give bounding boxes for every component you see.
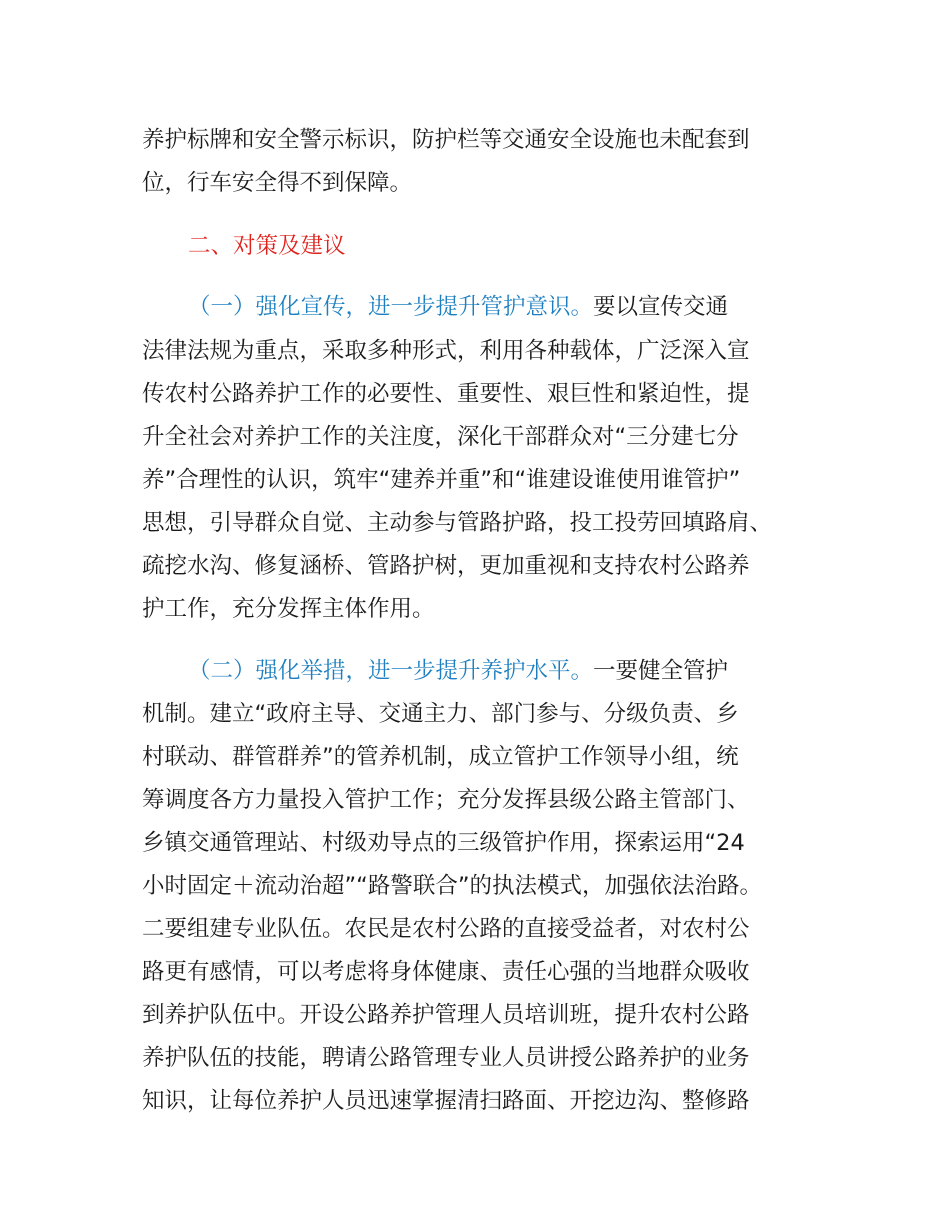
- body-text-line: 法律法规为重点，采取多种形式，利用各种载体，广泛深入宣: [142, 338, 750, 364]
- sub-heading: （二）强化举措，进一步提升养护水平。: [188, 658, 594, 684]
- body-text-line: 思想，引导群众自觉、主动参与管路护路，投工投劳回填路肩、: [142, 510, 773, 536]
- body-text-line: 路更有感情，可以考虑将身体健康、责任心强的当地群众吸收: [142, 959, 750, 985]
- body-text-line: 机制。建立“政府主导、交通主力、部门参与、分级负责、乡: [142, 701, 739, 727]
- sub-heading: （一）强化宣传，进一步提升管护意识。: [188, 294, 594, 320]
- paragraph-first-line: [188, 656, 728, 686]
- body-text-line: 养”合理性的认识，筑牢“建养并重”和“谁建设谁使用谁管护”: [142, 467, 741, 493]
- body-text-line: 位，行车安全得不到保障。: [142, 170, 413, 196]
- body-text-line: 升全社会对养护工作的关注度，深化干部群众对“三分建七分: [142, 424, 739, 450]
- body-text-line: 小时固定＋流动治超”“路警联合”的执法模式，加强依法治路。: [142, 873, 762, 899]
- body-text-line: 疏挖水沟、修复涵桥、管路护树，更加重视和支持农村公路养: [142, 553, 750, 579]
- body-text-line: 知识，让每位养护人员迅速掌握清扫路面、开挖边沟、整修路: [142, 1088, 750, 1114]
- body-text: 一要健全管护: [593, 658, 729, 684]
- section-heading: 二、对策及建议: [188, 233, 346, 259]
- body-text-line: 养护队伍的技能，聘请公路管理专业人员讲授公路养护的业务: [142, 1045, 750, 1071]
- body-text-line: 到养护队伍中。开设公路养护管理人员培训班，提升农村公路: [142, 1002, 750, 1028]
- body-text-line: 筹调度各方力量投入管护工作；充分发挥县级公路主管部门、: [142, 787, 750, 813]
- body-text-line: 传农村公路养护工作的必要性、重要性、艰巨性和紧迫性，提: [142, 381, 750, 407]
- body-text-line: 养护标牌和安全警示标识，防护栏等交通安全设施也未配套到: [142, 127, 750, 153]
- body-text-line: 护工作，充分发挥主体作用。: [142, 596, 435, 622]
- body-text-line: 二要组建专业队伍。农民是农村公路的直接受益者，对农村公: [142, 916, 750, 942]
- paragraph-first-line: [188, 292, 728, 322]
- body-text-line: 乡镇交通管理站、村级劝导点的三级管护作用，探索运用“24: [142, 830, 745, 856]
- body-text: 要以宣传交通: [593, 294, 729, 320]
- body-text-line: 村联动、群管群养”的管养机制，成立管护工作领导小组，统: [142, 744, 739, 770]
